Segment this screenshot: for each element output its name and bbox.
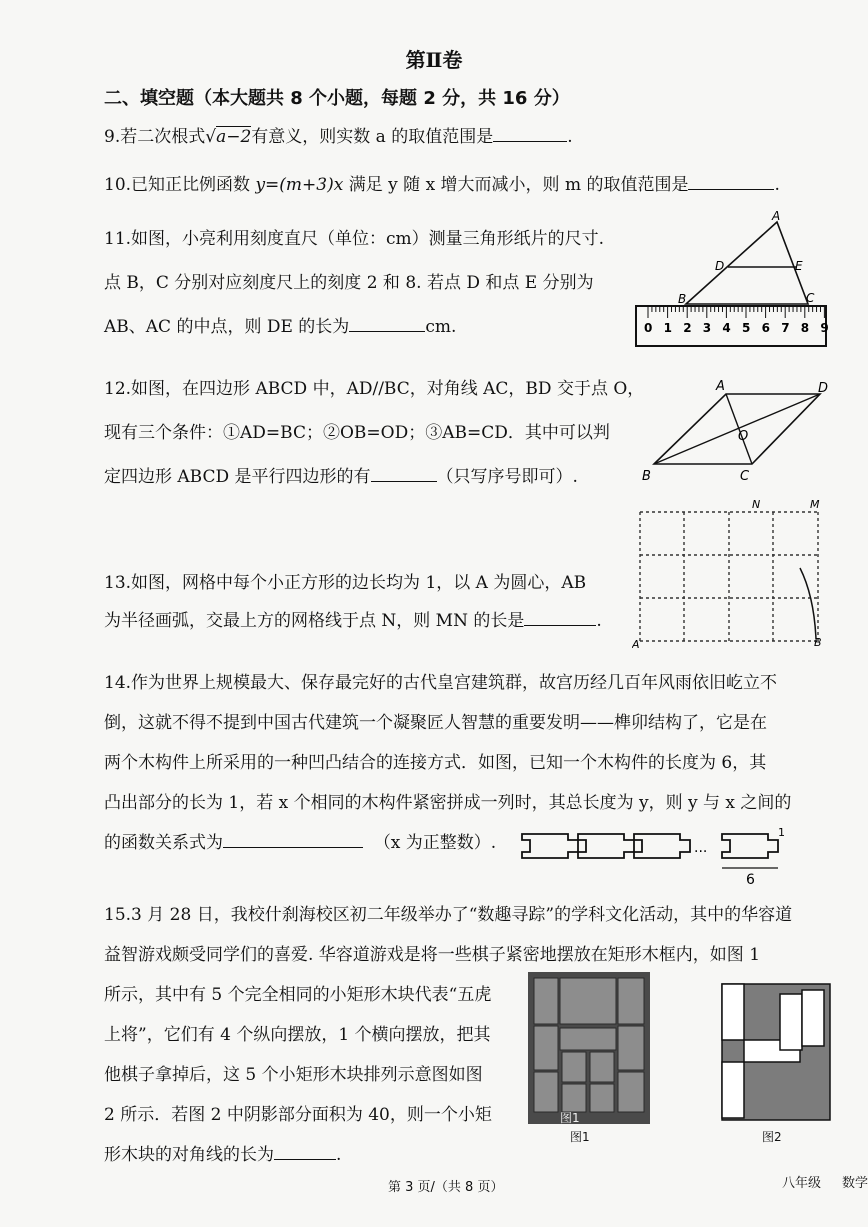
- q10-end: .: [774, 175, 780, 195]
- q15-line7: 形木块的对角线的长为 .: [104, 1138, 792, 1172]
- q14-line4: 凸出部分的长为 1，若 x 个相同的木构件紧密拼成一列时，其总长度为 y，则 y 与 x 之间的: [104, 793, 792, 813]
- q10-function: y=(m+3)x: [255, 175, 344, 195]
- question-12: [104, 372, 644, 494]
- ellipsis: ...: [694, 840, 708, 856]
- q12-quadrilateral-figure: [640, 374, 840, 488]
- q15-line6: 2 所示．若图 2 中阴影部分面积为 40，则一个小矩: [104, 1105, 492, 1125]
- label-d: D: [715, 259, 725, 273]
- subject-label: 数学: [842, 1176, 868, 1191]
- q9-end: .: [567, 127, 573, 147]
- q13-grid-figure: [632, 496, 838, 652]
- label-m: M: [810, 498, 820, 511]
- q10-prefix: 10.已知正比例函数: [104, 175, 251, 195]
- q14-line1: 14.作为世界上规模最大、保存最完好的古代皇宫建筑群，故宫历经几百年风雨依旧屹立不: [104, 673, 778, 693]
- q14-line3: 两个木构件上所采用的一种凹凸结合的连接方式．如图，已知一个木构件的长度为 6，其: [104, 753, 767, 773]
- ruler-tick-label: 6: [761, 321, 770, 335]
- q11-line1: 11.如图，小亮利用刻度直尺（单位：cm）测量三角形纸片的尺寸.: [104, 229, 605, 249]
- diagonal-bd: [654, 394, 820, 464]
- label-o: O: [738, 429, 749, 444]
- label-a: A: [772, 209, 781, 223]
- q10-answer-blank[interactable]: [688, 169, 774, 190]
- q11-answer-blank[interactable]: [349, 311, 425, 332]
- label-d: D: [818, 381, 829, 396]
- ruler-tick-label: 7: [781, 321, 790, 335]
- ruler-tick-label: 5: [742, 321, 751, 335]
- q11-triangle-ruler-figure: [632, 206, 832, 352]
- q13-line1: 13.如图，网格中每个小正方形的边长均为 1，以 A 为圆心，AB: [104, 573, 587, 593]
- label-e: E: [795, 259, 803, 273]
- question-11: [104, 222, 604, 344]
- question-9: [104, 120, 573, 154]
- figure-1-caption: 图1: [570, 1130, 590, 1144]
- q12-answer-blank[interactable]: [371, 461, 437, 482]
- q9-answer-blank[interactable]: [493, 121, 567, 142]
- ruler-tick-label: 9: [820, 321, 829, 335]
- q15-line2: 益智游戏颇受同学们的喜爱. 华容道游戏是将一些棋子紧密地摆放在矩形木框内，如图 1: [104, 945, 761, 965]
- q15-line4: 上将”，它们有 4 个纵向摆放，1 个横向摆放，把其: [104, 1025, 491, 1045]
- q15-line5: 他棋子拿掉后，这 5 个小矩形木块排列示意图如图: [104, 1065, 483, 1085]
- length-label: 6: [746, 872, 755, 888]
- ruler-tick-label: 4: [722, 321, 731, 335]
- page-number: 第 3 页/（共 8 页）: [388, 1180, 504, 1195]
- label-c: C: [806, 291, 815, 305]
- question-10: [104, 168, 780, 202]
- ruler-tick-label: 3: [702, 321, 712, 335]
- q14-answer-blank[interactable]: [223, 827, 363, 848]
- ruler-tick-label: 0: [644, 321, 653, 335]
- grade-label: 八年级: [782, 1176, 822, 1191]
- page-title: 第Ⅱ卷: [405, 48, 463, 72]
- triangle-abc: [686, 222, 808, 304]
- label-a: A: [632, 638, 640, 651]
- q11-line2: 点 B，C 分别对应刻度尺上的刻度 2 和 8. 若点 D 和点 E 分别为: [104, 273, 594, 293]
- q14-line2: 倒，这就不得不提到中国古代建筑一个凝聚匠人智慧的重要发明——榫卯结构了，它是在: [104, 713, 767, 733]
- q9-prefix: 9.若二次根式: [104, 127, 206, 147]
- protrusion-label: 1: [778, 826, 785, 839]
- q14-tenon-figure: [516, 826, 806, 890]
- section-heading: 二、填空题（本大题共 8 个小题，每题 2 分，共 16 分）: [104, 88, 570, 109]
- five-rectangles-figure: [720, 982, 832, 1122]
- label-c: C: [740, 469, 750, 484]
- fig1-label: 图1: [560, 1111, 580, 1124]
- q15-line1: 15.3 月 28 日，我校什刹海校区初二年级举办了“数趣寻踪”的学科文化活动，其中的华容道: [104, 905, 793, 925]
- question-15: [104, 898, 792, 1172]
- huarongdao-photo-figure: [528, 972, 650, 1124]
- q12-line1: 12.如图，在四边形 ABCD 中，AD//BC，对角线 AC，BD 交于点 O，: [104, 379, 645, 399]
- q13-line2: 为半径画弧，交最上方的网格线于点 N，则 MN 的长是 .: [104, 604, 602, 638]
- q9-suffix: 有意义，则实数 a 的取值范围是: [251, 127, 494, 147]
- q10-suffix: 满足 y 随 x 增大而减小，则 m 的取值范围是: [348, 175, 689, 195]
- ruler-tick-label: 8: [800, 321, 810, 335]
- question-13: [104, 566, 602, 638]
- ruler-tick-label: 1: [663, 321, 672, 335]
- label-n: N: [752, 498, 761, 511]
- q15-answer-blank[interactable]: [274, 1139, 336, 1160]
- label-a: A: [716, 379, 725, 394]
- label-b: B: [678, 292, 687, 306]
- q14-line5: 的函数关系式为 （x 为正整数）.: [104, 826, 791, 860]
- ruler-ticks: [644, 306, 829, 335]
- q15-line3: 所示，其中有 5 个完全相同的小矩形木块代表“五虎: [104, 985, 492, 1005]
- q12-line2: 现有三个条件：①AD=BC；②OB=OD；③AB=CD．其中可以判: [104, 423, 610, 443]
- grid-lines: [640, 512, 818, 641]
- q12-line3: 定四边形 ABCD 是平行四边形的有 （只写序号即可）.: [104, 460, 644, 494]
- ruler-tick-label: 2: [683, 321, 692, 335]
- q9-radical: √a−2: [205, 127, 252, 147]
- label-b: B: [814, 636, 822, 649]
- figure-2-caption: 图2: [762, 1130, 782, 1144]
- label-b: B: [642, 469, 651, 484]
- arc-ab: [800, 568, 816, 639]
- q13-answer-blank[interactable]: [524, 605, 596, 626]
- wood-pieces: [522, 834, 778, 858]
- q11-line3: AB、AC 的中点，则 DE 的长为 cm.: [104, 310, 604, 344]
